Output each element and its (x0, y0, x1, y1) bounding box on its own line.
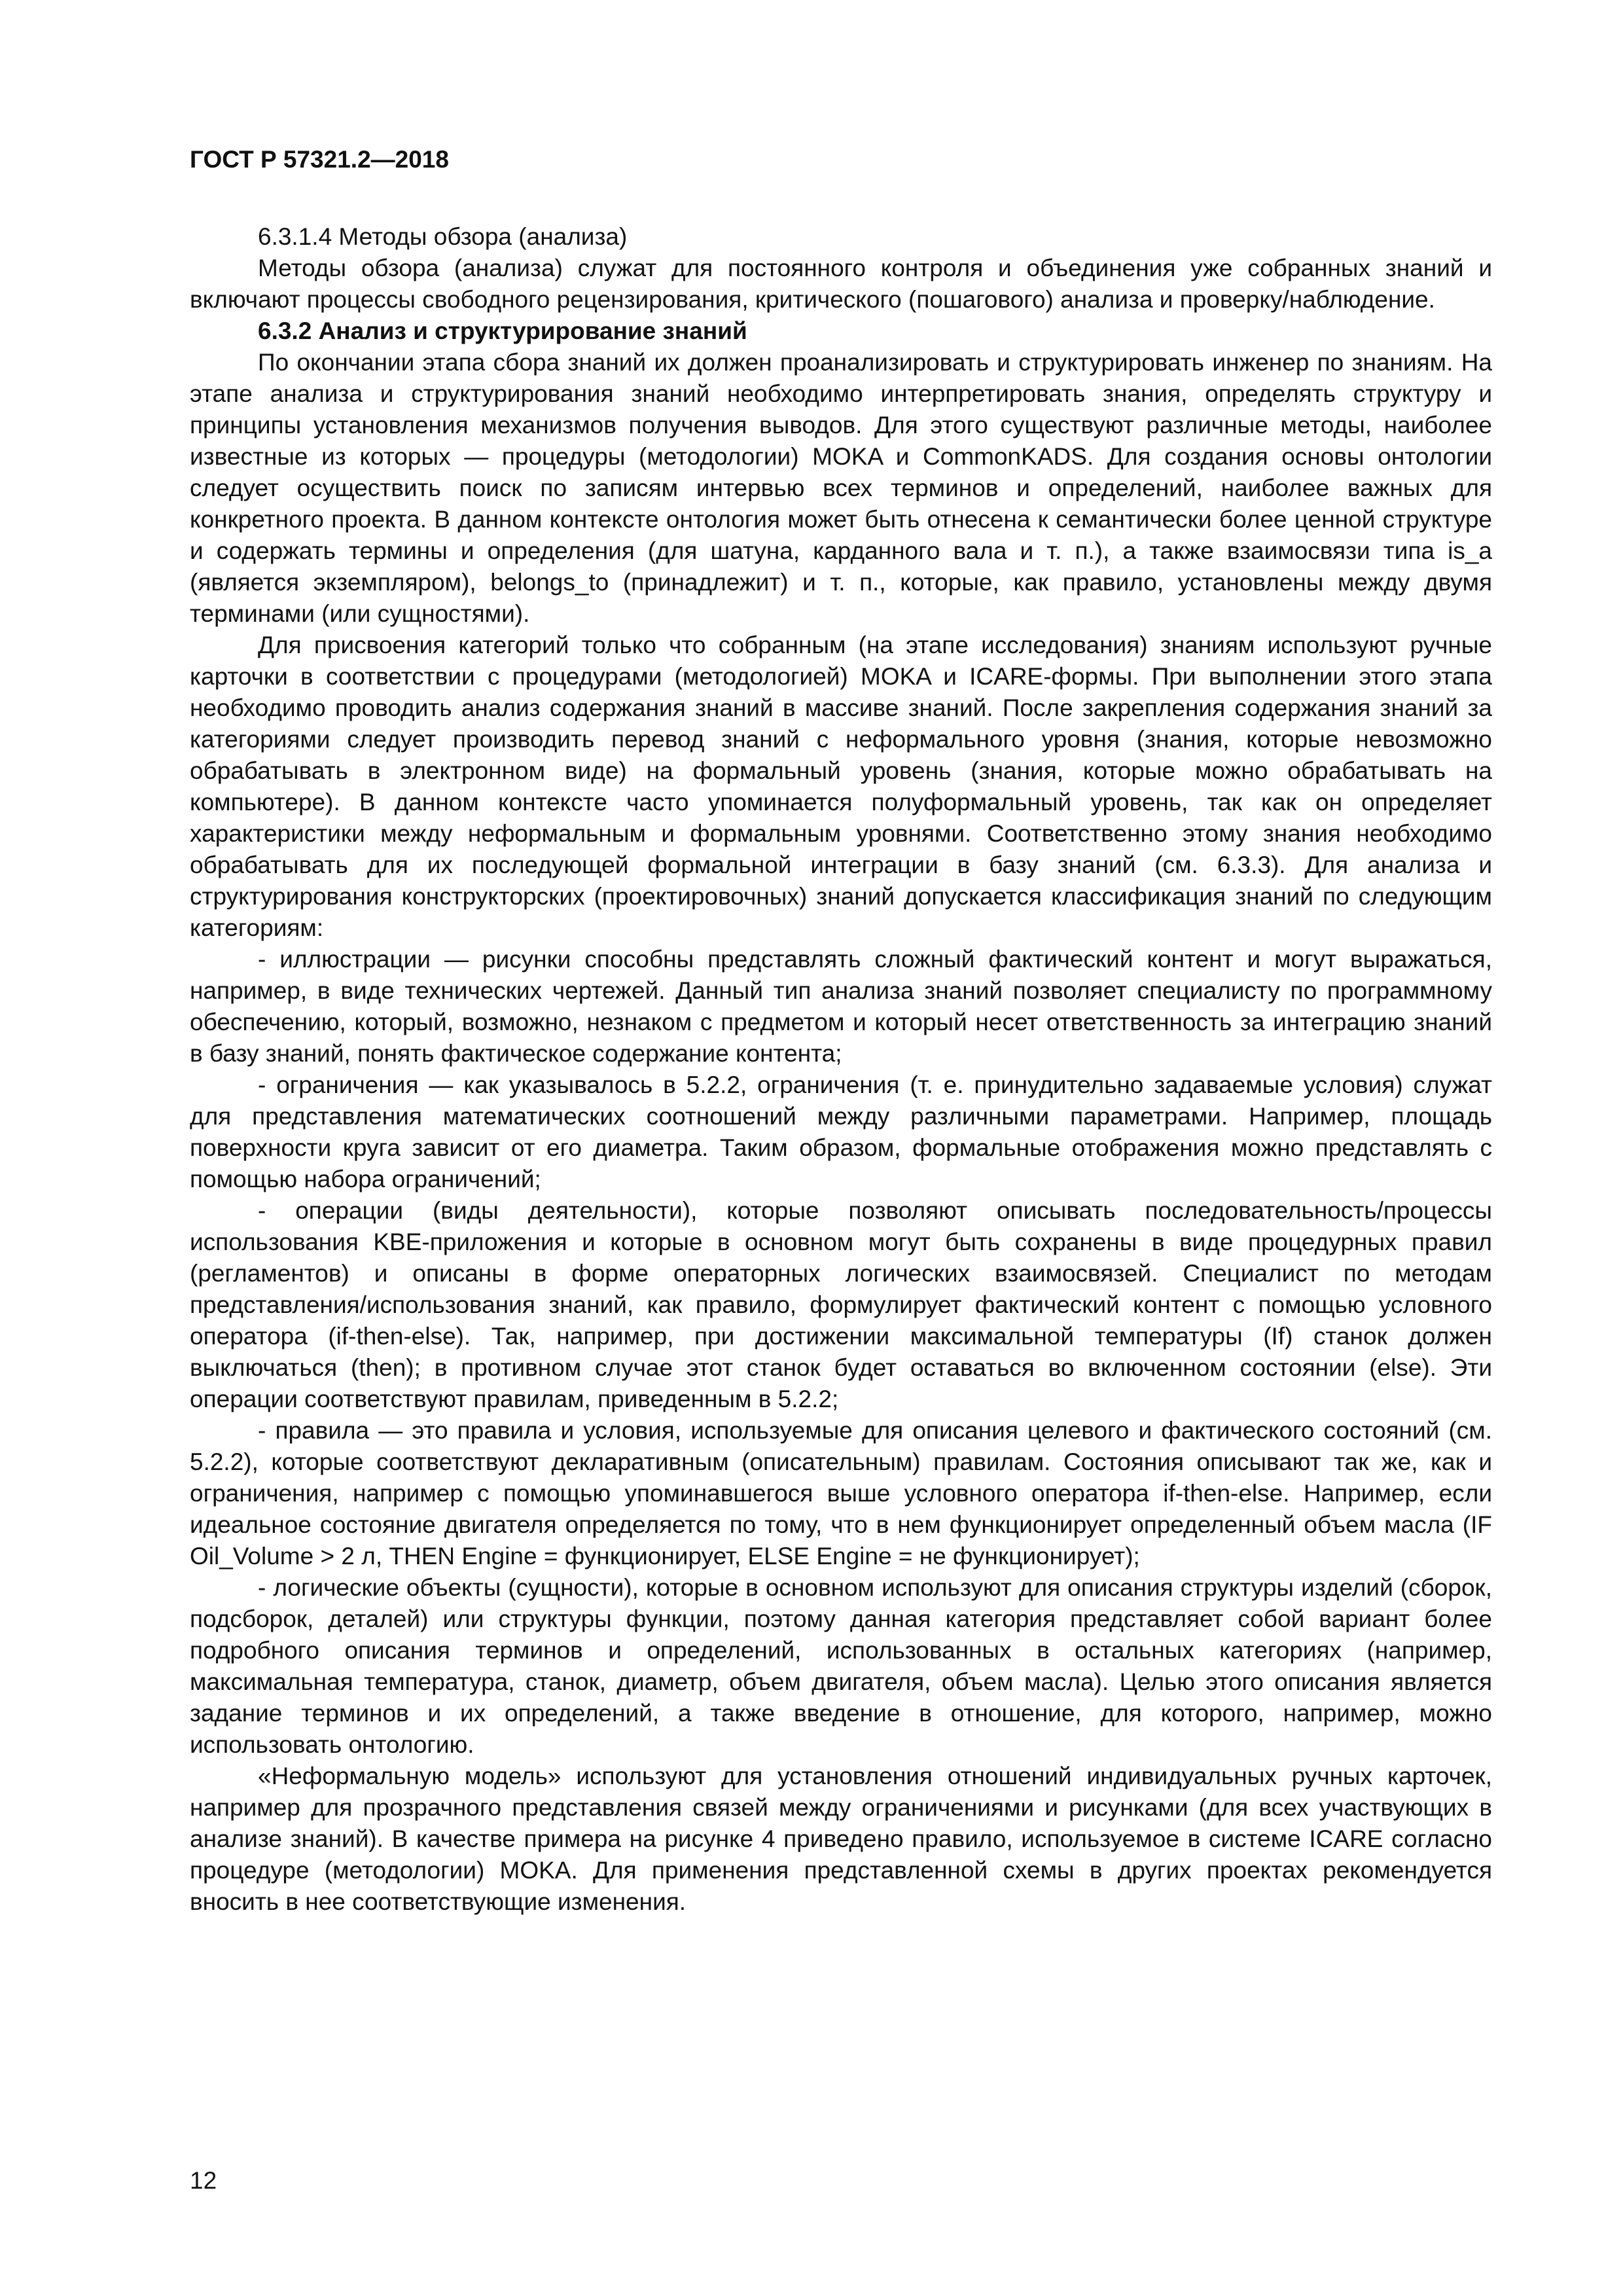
section-heading-6-3-2: 6.3.2 Анализ и структурирование знаний (258, 317, 747, 344)
paragraph-category-assignment: Для присвоения категорий только что собранным (на этапе исследования) знаниям используют ручные карточки в соответствии с процедурами (методологией) MOKA и ICARE-формы. При выполнении этого этапа необходимо проводить анализ содержания знаний в массиве знаний. После закрепления содержания знаний за категориями следует производить перевод знаний с неформального уровня (знания, которые невозможно обрабатывать в электронном виде) на формальный уровень (знания, которые можно обрабатывать на компьютере). В данном контексте часто упоминается полуформальный уровень, так как он определяет характеристики между неформальным и формальным уровнями. Соответственно этому знания необходимо обрабатывать для их последующей формальной интеграции в базу знаний (см. 6.3.3). Для анализа и структурирования конструкторских (проектировочных) знаний допускается классификация знаний по следующим категориям: (190, 632, 1492, 941)
list-item-operations: - операции (виды деятельности), которые позволяют описывать последовательность/процессы использования KBE-приложения и которые в основном могут быть сохранены в виде процедурных правил (регламентов) и описаны в форме операторных логических взаимосвязей. Специалист по методам представления/использования знаний, как правило, формулирует фактический контент с помощью условного оператора (if-then-else). Так, например, при достижении максимальной температуры (If) станок должен выключаться (then); в противном случае этот станок будет оставаться во включенном состоянии (else). Эти операции соответствуют правилам, приведенным в 5.2.2; (190, 1197, 1492, 1412)
document-number-header: ГОСТ Р 57321.2—2018 (190, 146, 449, 173)
document-page (190, 144, 1492, 2265)
paragraph-analysis-intro: По окончании этапа сбора знаний их должен проанализировать и структурировать инженер по знаниям. На этапе анализа и структурирования знаний необходимо интерпретировать знания, определять структуру и принципы установления механизмов получения выводов. Для этого существуют различные методы, наиболее известные из которых — процедуры (методологии) MOKA и CommonKADS. Для создания основы онтологии следует осуществить поиск по записям интервью всех терминов и определений, наиболее важных для конкретного проекта. В данном контексте онтология может быть отнесена к семантически более ценной структуре и содержать термины и определения (для шатуна, карданного вала и т. п.), а также взаимосвязи типа is_a (является экземпляром), belongs_to (принадлежит) и т. п., которые, как правило, установлены между двумя терминами (или сущностями). (190, 349, 1492, 627)
list-item-rules: - правила — это правила и условия, используемые для описания целевого и фактического состояний (см. 5.2.2), которые соответствуют декларативным (описательным) правилам. Состояния описывают так же, как и ограничения, например с помощью упоминавшегося выше условного оператора if-then-else. Например, если идеальное состояние двигателя определяется по тому, что в нем функционирует определенный объем масла (IF Oil_Volume > 2 л, THEN Engine = функционирует, ELSE Engine = не функционирует); (190, 1417, 1492, 1570)
paragraph-informal-model: «Неформальную модель» используют для установления отношений индивидуальных ручных карточек, например для прозрачного представления связей между ограничениями и рисунками (для всех участвующих в анализе знаний). В качестве примера на рисунке 4 приведено правило, используемое в системе ICARE согласно процедуре (методологии) MOKA. Для применения представленной схемы в других проектах рекомендуется вносить в нее соответствующие изменения. (190, 1763, 1492, 1915)
list-item-constraints: - ограничения — как указывалось в 5.2.2, ограничения (т. е. принудительно задаваемые условия) служат для представления математических соотношений между различными параметрами. Например, площадь поверхности круга зависит от его диаметра. Таким образом, формальные отображения можно представлять с помощью набора ограничений; (190, 1071, 1492, 1193)
list-item-logical-objects: - логические объекты (сущности), которые в основном используют для описания структуры изделий (сборок, подсборок, деталей) или структуры функции, поэтому данная категория представляет собой вариант более подробного описания терминов и определений, использованных в остальных категориях (например, максимальная температура, станок, диаметр, объем двигателя, объем масла). Целью этого описания является задание терминов и их определений, а также введение в отношение, для которого, например, можно использовать онтологию. (190, 1574, 1492, 1758)
page-number: 12 (190, 2167, 217, 2194)
subsection-text-6-3-1-4: Методы обзора (анализа) служат для постоянного контроля и объединения уже собранных знаний и включают процессы свободного рецензирования, критического (пошагового) анализа и проверку/наблюдение. (190, 255, 1492, 313)
list-item-illustrations: - иллюстрации — рисунки способны представлять сложный фактический контент и могут выражаться, например, в виде технических чертежей. Данный тип анализа знаний позволяет специалисту по программному обеспечению, который, возможно, незнаком с предметом и который несет ответственность за интеграцию знаний в базу знаний, понять фактическое содержание контента; (190, 946, 1492, 1067)
subsection-heading-6-3-1-4: 6.3.1.4 Методы обзора (анализа) (258, 223, 628, 250)
